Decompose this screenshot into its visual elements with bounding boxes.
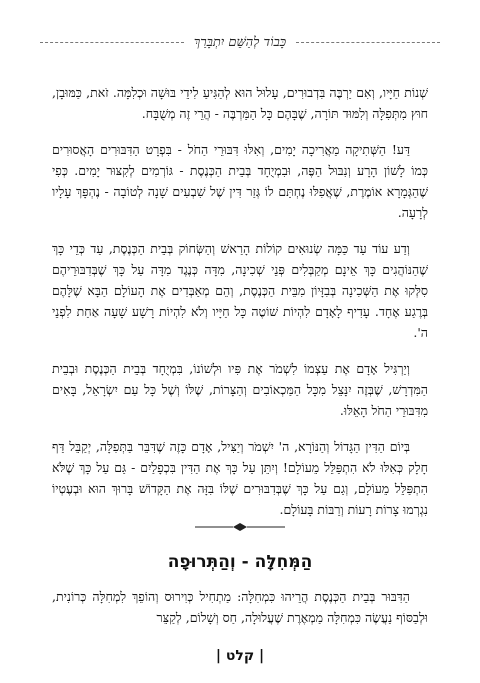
main-text <box>52 82 428 535</box>
paragraph-4: וְיַרְגִּיל אָדָם אֶת עַצְמוֹ לִשְׁמֹר אֶת פִּיו וּלְשׁוֹנוֹ, בִּמְיֻחָד בְּבֵית הַכְּנֶסֶת וּבְבֵית הַמִּדְרָשׁ, שֶׁבְּזֶה יִנָּצֵל מִכָּל הַמַּכְאוֹבִים וְהַצָּרוֹת, שֶׁלּוֹ וְשֶׁל כָּל עַם יִשְׂרָאֵל, בָּאִים מִדִּבּוּרֵי הַחֹל הָאֵלּוּ. <box>52 361 428 418</box>
section-divider-ornament <box>0 520 480 534</box>
paragraph-2: דַּע! הַשְּׁתִיקָה מַאֲרִיכָה יָמִים, וְאִלּוּ דִּבּוּרֵי הַחֹל - בִּפְרָט הַדִּבּוּרִים הָאֲסוּרִים כְּמוֹ לָשׁוֹן הָרָע וְנִבּוּל הַפֶּה, וּבִמְיֻחָד בְּבֵית הַכְּנֶסֶת - גּוֹרְמִים לְקִצּוּר יָמִים. כְּפִי שֶׁהַגְּמָרָא אוֹמֶרֶת, שֶׁאֲפִלּוּ נֶחְתַּם לוֹ גְּזַר דִּין שֶׁל שִׁבְעִים שָׁנָה לְטוֹבָה - נֶהְפָּךְ עָלָיו לְרָעָה. <box>52 142 428 220</box>
section-paragraph: הַדִּבּוּר בְּבֵית הַכְּנֶסֶת הֲרֵיהוּ כִּמְחִלָּה: מַתְחִיל כְּוִירוּס וְהוֹפֵךְ לִמְחִלָּה כְּרוֹנִית, וּלְבַסּוֹף נַעֲשֶׂה כִּמְחִלָּה מַמְאֶרֶת שֶׁעֲלוּלָה, חַס וְשָׁלוֹם, לְקַצֵּר <box>52 589 428 625</box>
section-heading: הַמְּחִלָּה - וְהַתְּרוּפָה <box>167 552 313 572</box>
page-number: | קלט | <box>215 648 265 664</box>
paragraph-3: וְדַע עוֹד עַד כַּמָּה שְׂנוּאִים קוֹלוֹת הָרַאשׁ וְהַשְּׂחוֹק בְּבֵית הַכְּנֶסֶת, עַד כְּדֵי כָּךְ שֶׁהַנּוֹהֲגִים כָּךְ אֵינָם מְקַבְּלִים פְּנֵי שְׁכִינָה, מִדָּה כְּנֶגֶד מִדָּה עַל כָּךְ שֶׁבְּדִבּוּרֵיהֶם סִלְּקוּ אֶת הַשְּׁכִינָה בְּבִזָּיוֹן מִבֵּית הַכְּנֶסֶת, וְהֵם מְאַבְּדִים אֶת הָעוֹלָם הַבָּא שֶׁלָּהֶם בְּרֶגַע אֶחָד. עָדִיף לָאָדָם לִהְיוֹת שׁוֹטֶה כָּל חַיָּיו וְלֹא לִהְיוֹת רָשָׁע שָׁעָה אַחַת לִפְנֵי ה'. <box>52 241 428 340</box>
paragraph-5: בְּיוֹם הַדִּין הַגָּדוֹל וְהַנּוֹרָא, ה' יִשְׁמֹר וְיַצִּיל, אָדָם כָּזֶה שֶׁדִּבֵּר בַּתְּפִלָּה, יְקַבֵּל דַּף חָלָק כְּאִלּוּ לֹא הִתְפַּלֵּל מֵעוֹלָם! וְיִתֵּן עַל כָּךְ אֶת הַדִּין בִּכְפָלַיִם - גַּם עַל כָּךְ שֶׁלֹּא הִתְפַּלֵּל מֵעוֹלָם, וְגַם עַל כָּךְ שֶׁבְּדִבּוּרִים שֶׁלּוֹ בִּזָּה אֶת הַקָּדוֹשׁ בָּרוּךְ הוּא וּבְעֶטְיוֹ נִגְרְמוּ צָרוֹת רָעוֹת וְרַבּוֹת בָּעוֹלָם. <box>52 439 428 517</box>
header-rule-left <box>40 42 184 43</box>
paragraph-1: שְׁנוֹת חַיָּיו, וְאִם יַרְבֶּה בִּדְבוּרִים, עָלוּל הוּא לְהַגִּיעַ לִידֵי בּוּשָׁה וּכְלִמָּה. זֹאת, כַּמּוּבָן, חוּץ מִתְּפִלָּה וְלִמּוּד תּוֹרָה, שֶׁבָּהֶם כָּל הַמַּרְבֶּה - הֲרֵי זֶה מְשֻׁבָּח. <box>52 85 428 121</box>
header-title: כָּבוֹד לְהַשֵּׁם יִתְבָּרַךְ <box>193 35 287 50</box>
section-text <box>52 586 428 628</box>
running-header <box>40 34 440 50</box>
divider-ornament-icon <box>195 522 285 532</box>
header-rule-right <box>296 42 440 43</box>
